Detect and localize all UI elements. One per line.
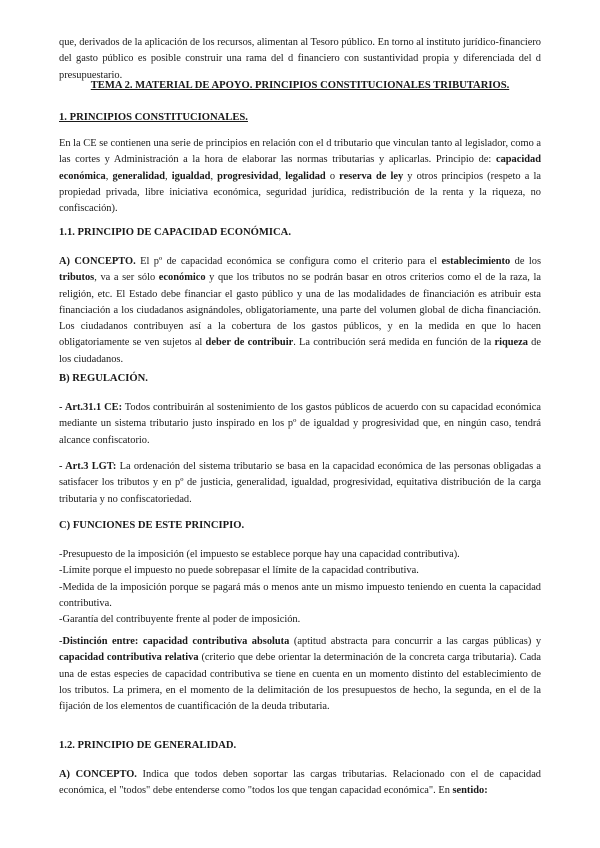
concepto-label: A) CONCEPTO. bbox=[59, 256, 136, 267]
section-1-paragraph: En la CE se contienen una serie de principios en relación con el d tributario que vinculan tanto al legislador, como a las cortes y Administración a la hora de elaborar las normas tributarias y aplicarlas. Principio de: capacidad económica, generalidad, igualdad, progresividad, legalidad o reserva de ley y otros principios (respeto a la propiedad privada, libre iniciativa económica, seguridad jurídica, redistribución de la renta y la riqueza, no confiscación). bbox=[59, 138, 541, 215]
list-item: -Presupuesto de la imposición (el impuesto se establece porque hay una capacidad contributiva). bbox=[59, 549, 460, 560]
art-3-lgt-paragraph: - Art.3 LGT: La ordenación del sistema tributario se basa en la capacidad económica de las personas obligadas a satisfacer los tributos y en pº de justicia, generalidad, igualdad, progresividad, equitativa distribución de la carga tributaria y no confiscatoriedad. bbox=[59, 461, 541, 505]
art-31-ce-paragraph: - Art.31.1 CE: Todos contribuirán al sostenimiento de los gastos públicos de acuerdo con su capacidad económica mediante un sistema tributario justo inspirado en los pº de igualdad y progresividad que, en ningún caso, tendrá alcance confiscatorio. bbox=[59, 402, 541, 446]
term-capacidad-economica: capacidad económica bbox=[59, 154, 541, 182]
art-31-label: - Art.31.1 CE: bbox=[59, 402, 123, 413]
term-igualdad: igualdad bbox=[171, 170, 211, 182]
term-progresividad: progresividad bbox=[217, 170, 279, 182]
tema-title: TEMA 2. MATERIAL DE APOYO. PRINCIPIOS CONSTITUCIONALES TRIBUTARIOS. bbox=[90, 80, 510, 91]
list-item: -Límite porque el impuesto no puede sobrepasar el límite de la capacidad contributiva. bbox=[59, 565, 419, 577]
concepto-capacidad-paragraph: A) CONCEPTO. El pº de capacidad económica se configura como el criterio para el establecimiento de los tributos, va a ser sólo económico y que los tributos no se podrán basar en otros criterios como el de la raza, la religión, etc. El Estado debe financiar el gasto público y una de las modalidades de financiación es atribuir esta financiación a los ciudadanos asignándoles, obligatoriamente, una parte del volumen global de dicha financiación. Los ciudadanos contribuyen así a la cobertura de los gastos públicos, y en la medida en que lo hacen obligatoriamente se ven sujetos al deber de contribuir. La contribución será medida en función de la riqueza de los ciudadanos. bbox=[59, 256, 541, 365]
distincion-label: -Distinción entre: capacidad contributiva absoluta bbox=[59, 636, 290, 647]
term-reserva-de-ley: reserva de ley bbox=[339, 170, 404, 182]
distincion-paragraph: -Distinción entre: capacidad contributiva absoluta (aptitud abstracta para concurrir a las cargas públicas) y capacidad contributiva relativa (criterio que debe orientar la determinación de la concreta carga tributaria). Cada una de estas especies de capacidad contributiva se tiene en cuenta en un momento distinto del establecimiento de los tributos. La primera, en el momento de la delimitación de los presupuestos de hecho, la segunda, en el de la fijación de los elementos de cuantificación de la deuda tributaria. bbox=[59, 636, 542, 713]
concepto-label: A) CONCEPTO. bbox=[59, 769, 137, 780]
section-1-2-heading: 1.2. PRINCIPIO DE GENERALIDAD. bbox=[59, 740, 237, 751]
section-1-1-heading: 1.1. PRINCIPIO DE CAPACIDAD ECONÓMICA. bbox=[59, 227, 291, 238]
section-1-heading: 1. PRINCIPIOS CONSTITUCIONALES. bbox=[59, 112, 248, 123]
term-generalidad: generalidad bbox=[112, 170, 166, 182]
intro-text: que, derivados de la aplicación de los recursos, alimentan al Tesoro público. En torno al instituto jurídico-financiero del gasto público es posible construir una rama del d financiero con sustantividad propia y diferenciada del d presupuestario. bbox=[59, 37, 541, 81]
list-item: -Medida de la imposición porque se pagará más o menos ante un mismo impuesto teniendo en cuenta la capacidad contributiva. bbox=[59, 581, 541, 609]
funciones-heading: C) FUNCIONES DE ESTE PRINCIPIO. bbox=[59, 520, 245, 531]
regulacion-heading: B) REGULACIÓN. bbox=[59, 373, 148, 384]
list-item: -Garantía del contribuyente frente al poder de imposición. bbox=[59, 614, 301, 626]
concepto-generalidad-paragraph: A) CONCEPTO. Indica que todos deben soportar las cargas tributarias. Relacionado con el de capacidad económica, el "todos" debe entenderse como "todos los que tengan capacidad económica". En sentido: bbox=[59, 769, 541, 797]
intro-paragraph bbox=[59, 35, 541, 84]
funciones-list bbox=[59, 547, 541, 628]
art-3-label: - Art.3 LGT: bbox=[59, 461, 117, 472]
term-legalidad: legalidad bbox=[285, 170, 326, 182]
